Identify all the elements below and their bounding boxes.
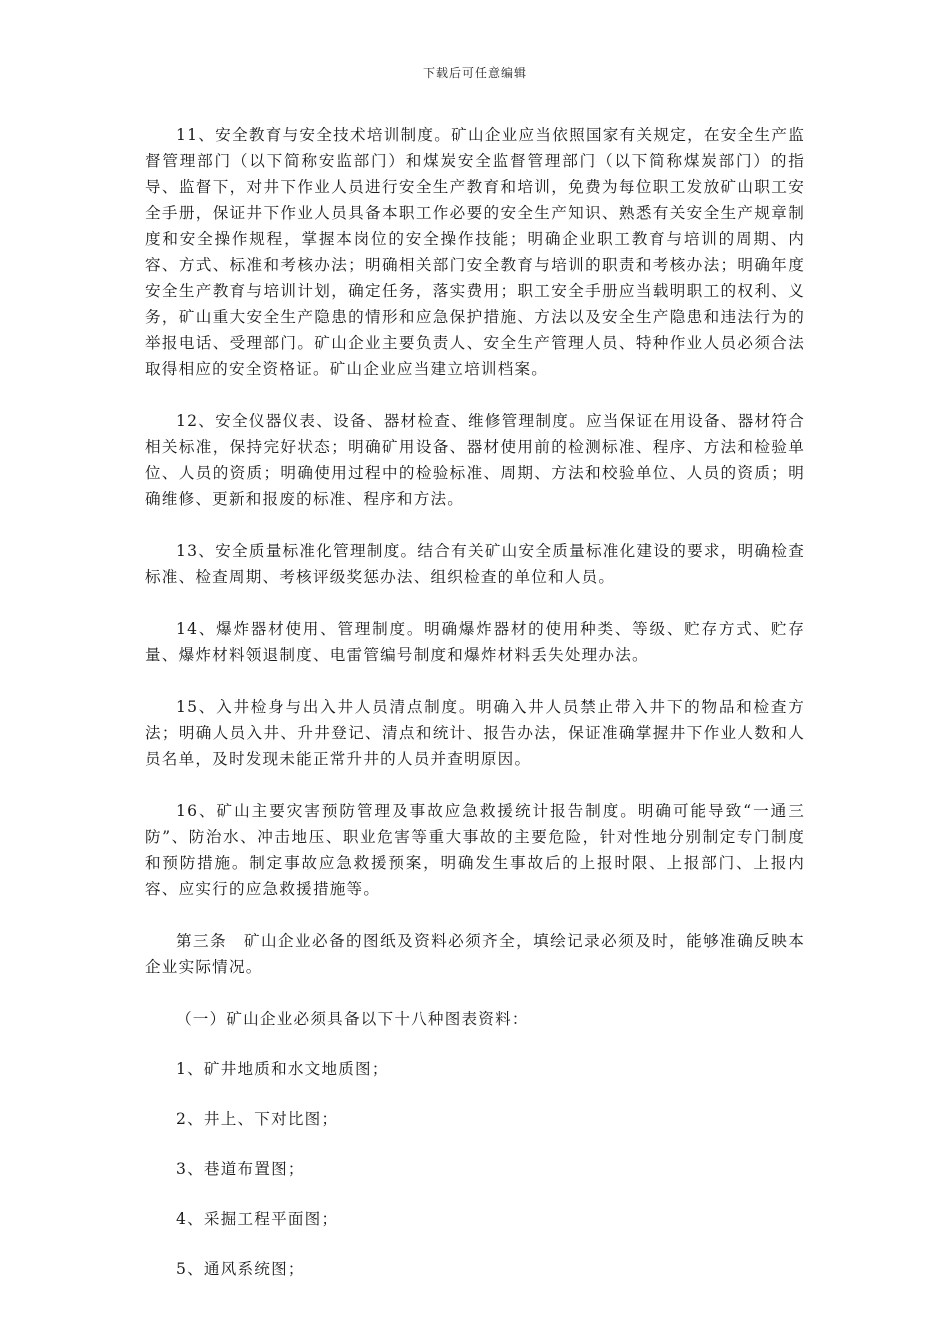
- paragraph-12: 12、安全仪器仪表、设备、器材检查、维修管理制度。应当保证在用设备、器材符合相关标准，保持完好状态；明确矿用设备、器材使用前的检测标准、程序、方法和检验单位、人员的资质；明确使用过程中的检验标准、周期、方法和校验单位、人员的资质；明确维修、更新和报废的标准、程序和方法。: [145, 412, 805, 508]
- article-3: 第三条 矿山企业必备的图纸及资料必须齐全，填绘记录必须及时，能够准确反映本企业实际情况。: [145, 932, 805, 976]
- paragraph-15: 15、入井检身与出入井人员清点制度。明确入井人员禁止带入井下的物品和检查方法；明确人员入井、升井登记、清点和统计、报告办法，保证准确掌握井下作业人数和人员名单，及时发现未能正常升井的人员并查明原因。: [145, 698, 805, 768]
- page-header: 下载后可任意编辑: [422, 66, 527, 80]
- paragraph-14: 14、爆炸器材使用、管理制度。明确爆炸器材的使用种类、等级、贮存方式、贮存量、爆炸材料领退制度、电雷管编号制度和爆炸材料丢失处理办法。: [145, 620, 805, 664]
- paragraph-16: 16、矿山主要灾害预防管理及事故应急救援统计报告制度。明确可能导致“一通三防”、防治水、冲击地压、职业危害等重大事故的主要危险，针对性地分别制定专门制度和预防措施。制定事故应急救援预案，明确发生事故后的上报时限、上报部门、上报内容、应实行的应急救援措施等。: [145, 802, 805, 898]
- list-item: 4、采掘工程平面图；: [176, 1210, 339, 1228]
- paragraph-13: 13、安全质量标准化管理制度。结合有关矿山安全质量标准化建设的要求，明确检查标准、检查周期、考核评级奖惩办法、组织检查的单位和人员。: [145, 542, 805, 586]
- list-item: 5、通风系统图；: [176, 1260, 305, 1278]
- paragraph-11: 11、安全教育与安全技术培训制度。矿山企业应当依照国家有关规定，在安全生产监督管理部门（以下简称安监部门）和煤炭安全监督管理部门（以下简称煤炭部门）的指导、监督下，对井下作业人员进行安全生产教育和培训，免费为每位职工发放矿山职工安全手册，保证井下作业人员具备本职工作必要的安全生产知识、熟悉有关安全生产规章制度和安全操作规程，掌握本岗位的安全操作技能；明确企业职工教育与培训的周期、内容、方式、标准和考核办法；明确相关部门安全教育与培训的职责和考核办法；明确年度安全生产教育与培训计划，确定任务，落实费用；职工安全手册应当载明职工的权利、义务，矿山重大安全生产隐患的情形和应急保护措施、方法以及安全生产隐患和违法行为的举报电话、受理部门。矿山企业主要负责人、安全生产管理人员、特种作业人员必须合法取得相应的安全资格证。矿山企业应当建立培训档案。: [145, 126, 805, 378]
- list-item: 3、巷道布置图；: [176, 1160, 305, 1178]
- list-item: 1、矿井地质和水文地质图；: [176, 1060, 389, 1078]
- document-body: [145, 122, 805, 1306]
- list-item: 2、井上、下对比图；: [176, 1110, 339, 1128]
- list-heading: （一）矿山企业必须具备以下十八种图表资料：: [176, 1010, 529, 1028]
